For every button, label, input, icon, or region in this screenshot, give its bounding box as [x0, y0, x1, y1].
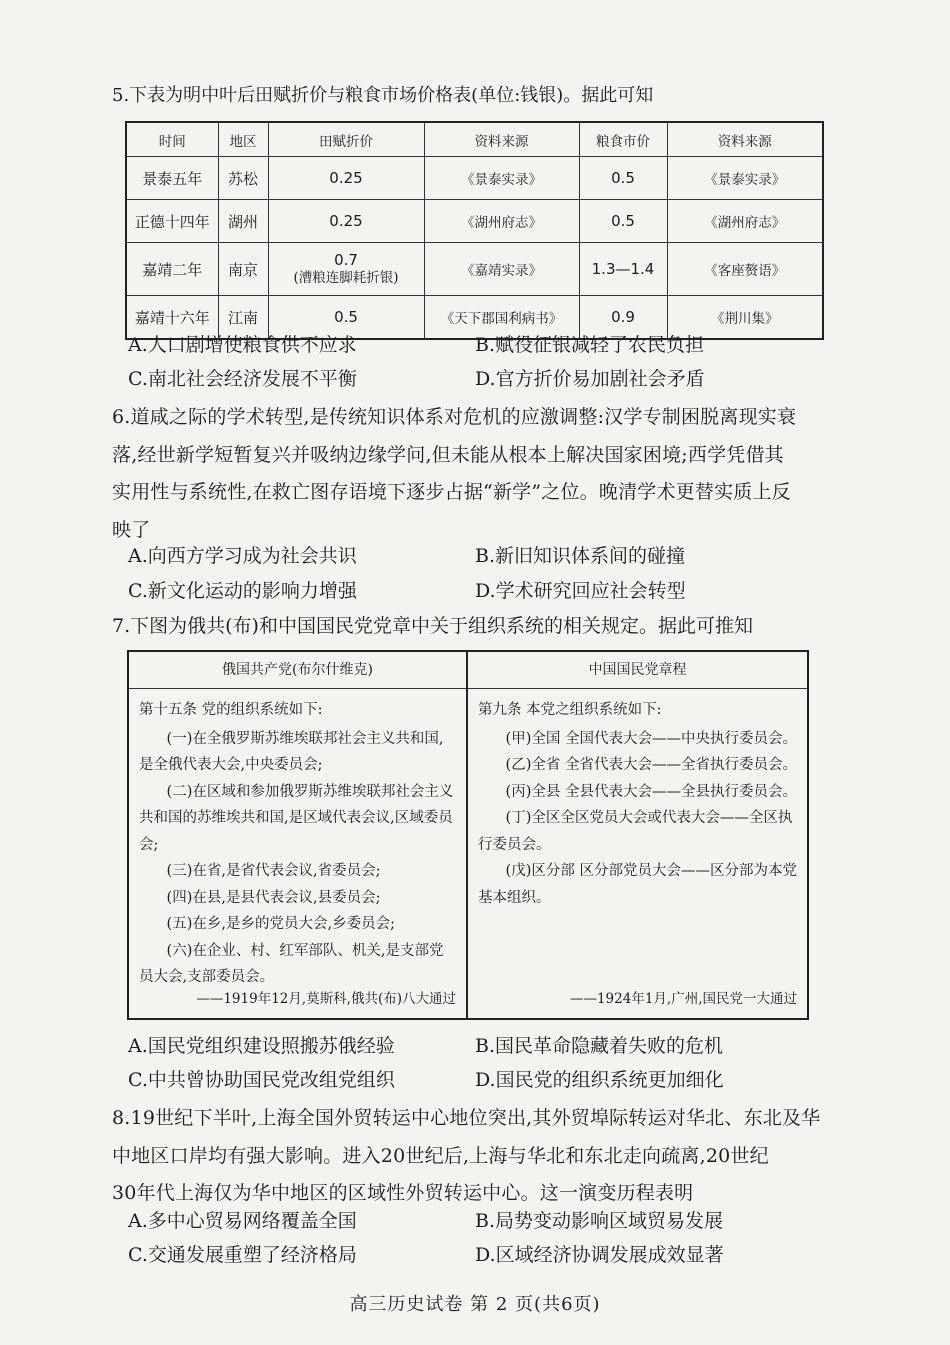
cell-time: 景泰五年 — [126, 157, 218, 200]
cell-source-1: 《景泰实录》 — [424, 157, 579, 200]
cell-source-2: 《客座赘语》 — [667, 243, 823, 296]
q7-option-b[interactable]: B.国民革命隐藏着失败的危机 — [475, 1035, 724, 1057]
russian-source: ——1919年12月,莫斯科,俄共(布)八大通过 — [196, 990, 456, 1007]
header-source-1: 资料来源 — [424, 122, 579, 157]
q5-option-c[interactable]: C.南北社会经济发展不平衡 — [128, 368, 357, 390]
q8-stem — [112, 1100, 837, 1213]
q6-line: 映了 — [112, 518, 151, 541]
cell-region: 苏松 — [218, 157, 268, 200]
q8-line: 8.19世纪下半叶,上海全国外贸转运中心地位突出,其外贸埠际转运对华北、东北及华 — [112, 1107, 821, 1129]
kmt-source: ——1924年1月,广州,国民党一大通过 — [569, 990, 797, 1007]
cell-time: 嘉靖二年 — [126, 243, 218, 296]
cell-source-2: 《景泰实录》 — [667, 157, 823, 200]
cell-tax-value: 0.7 — [334, 251, 358, 269]
q8-option-d[interactable]: D.区域经济协调发展成效显著 — [475, 1244, 724, 1266]
q7-option-a[interactable]: A.国民党组织建设照搬苏俄经验 — [128, 1035, 395, 1057]
cell-source-1: 《湖州府志》 — [424, 200, 579, 243]
cell-market: 0.5 — [579, 200, 667, 243]
q8-option-a[interactable]: A.多中心贸易网络覆盖全国 — [128, 1210, 357, 1232]
kmt-item: (丙)全县 全县代表大会——全县执行委员会。 — [505, 783, 797, 800]
table-row — [126, 243, 823, 296]
cell-tax: 0.25 — [268, 200, 424, 243]
kmt-item: (丁)全区全区党员大会或代表大会——全区执行委员会。 — [478, 810, 793, 853]
russian-item: (一)在全俄罗斯苏维埃联邦社会主义共和国,是全俄代表大会,中央委员会; — [139, 730, 444, 773]
q6-line: 实用性与系统性,在救亡图存语境下逐步占据“新学”之位。晚清学术更替实质上反 — [112, 481, 791, 503]
q6-option-b[interactable]: B.新旧知识体系间的碰撞 — [475, 545, 686, 567]
q6-option-d[interactable]: D.学术研究回应社会转型 — [475, 580, 686, 602]
cell-source-1: 《嘉靖实录》 — [424, 243, 579, 296]
kmt-charter-title: 中国国民党章程 — [468, 652, 807, 689]
russian-article: 第十五条 党的组织系统如下: — [139, 702, 323, 718]
cell-source-1: 《天下郡国利病书》 — [424, 296, 579, 340]
russian-item: (二)在区域和参加俄罗斯苏维埃联邦社会主义共和国的苏维埃共和国,是区域代表会议,区域委员会; — [139, 783, 454, 853]
russian-charter-title: 俄国共产党(布尔什维克) — [129, 652, 466, 689]
q6-option-a[interactable]: A.向西方学习成为社会共识 — [128, 545, 357, 567]
cell-tax: 0.25 — [268, 157, 424, 200]
cell-tax-note: (漕粮连脚耗折银) — [293, 270, 399, 286]
q6-stem — [112, 399, 837, 549]
cell-time: 正德十四年 — [126, 200, 218, 243]
kmt-item: (戊)区分部 区分部党员大会——区分部为本党基本组织。 — [478, 863, 797, 906]
q6-line: 落,经世新学短暂复兴并吸纳边缘学问,但未能从根本上解决国家困境;西学凭借其 — [112, 443, 784, 466]
price-table — [125, 121, 824, 340]
cell-source-2: 《荆川集》 — [667, 296, 823, 340]
q8-line: 30年代上海仅为华中地区的区域性外贸转运中心。这一演变历程表明 — [112, 1182, 694, 1204]
header-source-2: 资料来源 — [667, 122, 823, 157]
kmt-item: (乙)全省 全省代表大会——全省执行委员会。 — [505, 757, 797, 773]
cell-tax: 0.5 — [268, 296, 424, 340]
q8-option-c[interactable]: C.交通发展重塑了经济格局 — [128, 1244, 357, 1266]
cell-market: 0.9 — [579, 296, 667, 340]
russian-item: (六)在企业、村、红军部队、机关,是支部党员大会,支部委员会。 — [139, 942, 444, 985]
table-row — [126, 157, 823, 200]
cell-region: 南京 — [218, 243, 268, 296]
kmt-article: 第九条 本党之组织系统如下: — [478, 702, 662, 718]
header-tax: 田赋折价 — [268, 122, 424, 157]
russian-item: (五)在乡,是乡的党员大会,乡委员会; — [166, 916, 395, 932]
header-region: 地区 — [218, 122, 268, 157]
header-market: 粮食市价 — [579, 122, 667, 157]
q5-option-b[interactable]: B.赋役征银减轻了农民负担 — [475, 334, 705, 356]
cell-region: 湖州 — [218, 200, 268, 243]
q5-option-a[interactable]: A.人口剧增使粮食供不应求 — [128, 334, 357, 356]
q7-option-c[interactable]: C.中共曾协助国民党改组党组织 — [128, 1069, 395, 1091]
q7-option-d[interactable]: D.国民党的组织系统更加细化 — [475, 1069, 724, 1091]
header-time: 时间 — [126, 122, 218, 157]
russian-item: (四)在县,是县代表会议,县委员会; — [166, 889, 381, 906]
q5-option-d[interactable]: D.官方折价易加剧社会矛盾 — [475, 368, 705, 390]
cell-region: 江南 — [218, 296, 268, 340]
page-footer: 高三历史试卷 第 2 页(共6页) — [349, 1294, 601, 1315]
q7-stem: 7.下图为俄共(布)和中国国民党党章中关于组织系统的相关规定。据此可推知 — [112, 615, 753, 637]
table-header-row — [126, 122, 823, 157]
q5-stem: 5.下表为明中叶后田赋折价与粮食市场价格表(单位:钱银)。据此可知 — [112, 85, 654, 106]
table-row — [126, 200, 823, 243]
cell-tax — [268, 243, 424, 296]
cell-time: 嘉靖十六年 — [126, 296, 218, 340]
q6-option-c[interactable]: C.新文化运动的影响力增强 — [128, 580, 357, 602]
cell-market: 1.3—1.4 — [579, 243, 667, 296]
kmt-charter — [468, 652, 807, 1018]
russian-charter — [129, 652, 468, 1018]
cell-market: 0.5 — [579, 157, 667, 200]
kmt-item: (甲)全国 全国代表大会——中央执行委员会。 — [505, 730, 797, 747]
cell-source-2: 《湖州府志》 — [667, 200, 823, 243]
charter-comparison-box — [127, 650, 809, 1020]
q8-line: 中地区口岸均有强大影响。进入20世纪后,上海与华北和东北走向疏离,20世纪 — [112, 1144, 769, 1167]
q6-line: 6.道咸之际的学术转型,是传统知识体系对危机的应激调整:汉学专制困脱离现实衰 — [112, 406, 797, 428]
russian-item: (三)在省,是省代表会议,省委员会; — [166, 863, 381, 879]
q8-option-b[interactable]: B.局势变动影响区域贸易发展 — [475, 1210, 724, 1232]
